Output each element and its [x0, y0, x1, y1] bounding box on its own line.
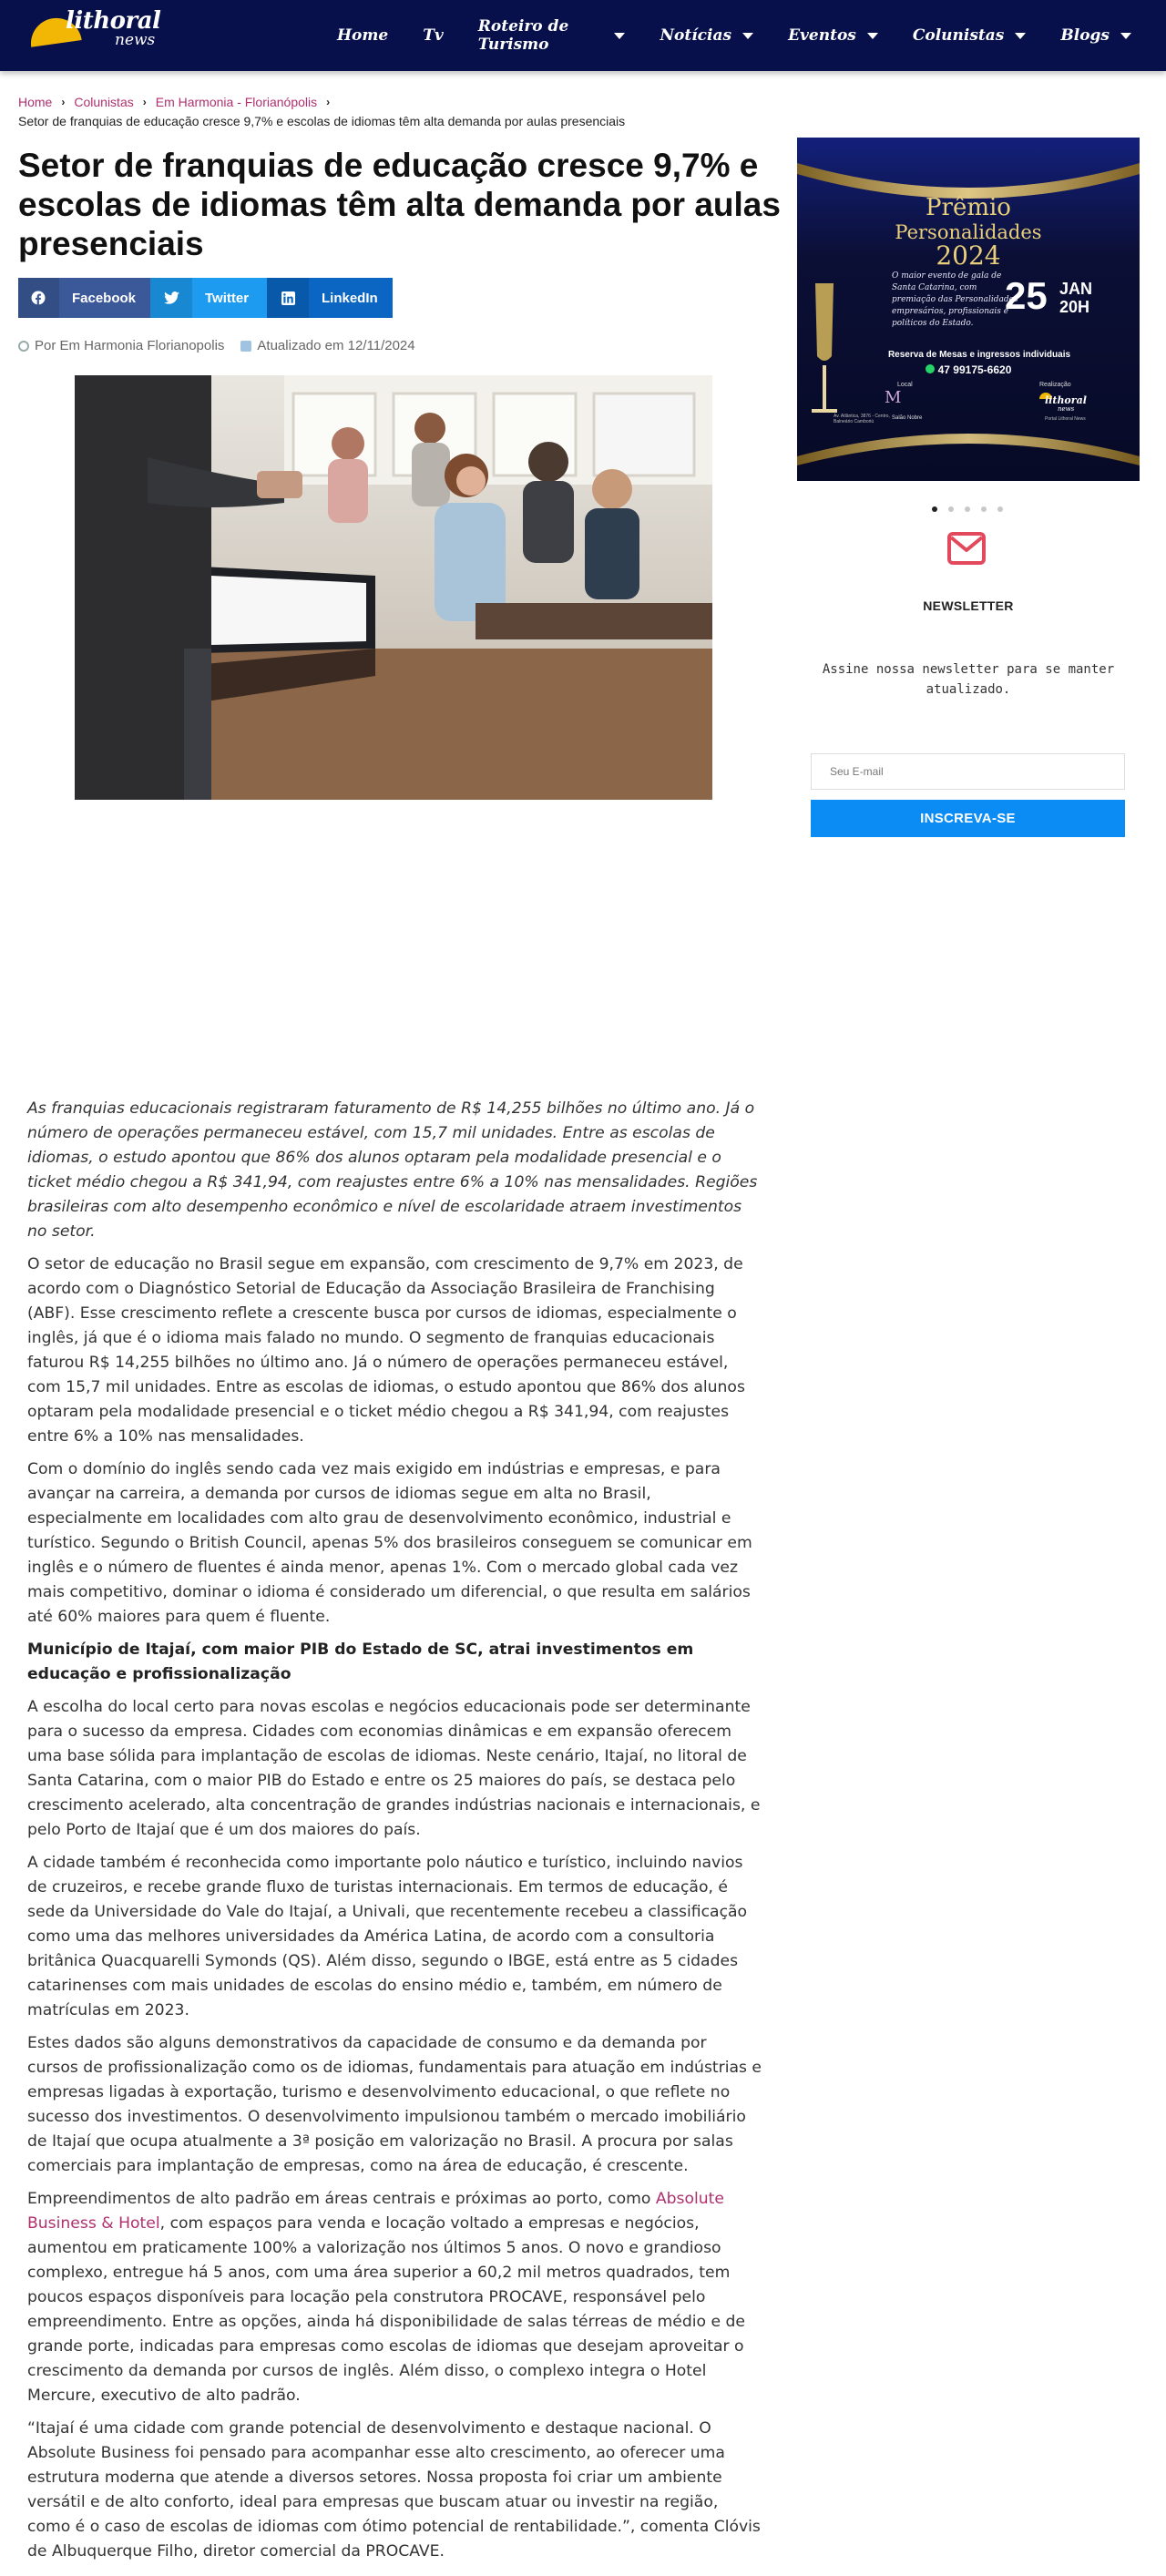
whatsapp-icon [926, 364, 935, 373]
linkedin-icon [267, 278, 309, 318]
promo-venue-logo: M [885, 388, 902, 407]
updated-meta [240, 338, 414, 353]
promo-reserva: Reserva de Mesas e ingressos individuais [887, 350, 1071, 360]
share-facebook-label: Facebook [71, 290, 136, 306]
carousel-dot[interactable] [948, 506, 954, 512]
nav-item-label: Colunistas [912, 26, 1005, 45]
promo-local-label: Local [897, 382, 913, 388]
nav-item-notícias[interactable] [660, 26, 753, 45]
twitter-bird-icon [150, 278, 192, 318]
nav-item-blogs[interactable] [1060, 26, 1131, 45]
newsletter-subscribe-button[interactable]: INSCREVA-SE [811, 800, 1125, 837]
article-paragraph: Estes dados são alguns demonstrativos da capacidade de consumo e da demanda por cursos de profissionalização como os de idiomas, fundamentais para atuação em indústrias e empresas ligadas à exportação, turismo e desenvolvimento educacional, o que reflete no sucesso dos investimentos. O desenvolvimento impulsionou também o mercado imobiliário de Itajaí que ocupa atualmente a 3ª posição em valorização no Brasil. A procura por salas comerciais para implantação de empresas, como na área de educação, é crescente. [27, 2034, 762, 2175]
nav-item-label: Blogs [1060, 26, 1110, 45]
logo-sub: news [115, 31, 156, 49]
promo-brand-tag: Portal Lithoral News [1045, 416, 1086, 422]
article-hero-image [75, 375, 712, 800]
promo-script-text: O maior evento de gala de Santa Catarina, com premiação das Personalidades empresários, profissionais e políticos do Estado. [892, 271, 1018, 328]
promo-banner[interactable] [797, 138, 1140, 481]
promo-title-2: Personalidades [895, 221, 1042, 243]
carousel-dots [932, 506, 1014, 512]
share-twitter-button[interactable] [150, 278, 267, 318]
author-name: Por Em Harmonia Florianopolis [35, 338, 225, 353]
share-facebook-button[interactable] [18, 278, 150, 318]
article-paragraph: A escolha do local certo para novas escolas e negócios educacionais pode ser determinante para o sucesso da empresa. Cidades com economias dinâmicas e em expansão oferecem uma base sólida para implantação de escolas de idiomas. Neste cenário, Itajaí, no litoral de Santa Catarina, com o maior PIB do Estado e entre os 25 maiores do país, se destaca pelo crescimento acelerado, alta concentração de grandes indústrias nacionais e internacionais, e pelo Porto de Itajaí que é um dos maiores do país. [27, 1698, 761, 1839]
chevron-down-icon [1120, 33, 1131, 39]
user-icon [18, 341, 29, 352]
breadcrumb-link[interactable]: Colunistas [74, 95, 134, 109]
chevron-down-icon [867, 33, 878, 39]
article-paragraph [27, 2187, 762, 2408]
article-subheading: Município de Itajaí, com maior PIB do Estado de SC, atrai investimentos em educação e profissionalização [27, 1641, 694, 1683]
article-meta [18, 338, 432, 353]
newsletter-title: NEWSLETTER [923, 598, 1014, 613]
nav-item-label: Notícias [660, 26, 732, 45]
article-body [27, 1097, 762, 2572]
promo-time: 20H [1059, 298, 1090, 316]
article-lead: As franquias educacionais registraram faturamento de R$ 14,255 bilhões no último ano. Já o número de operações permaneceu estável, com 15,7 mil unidades. Entre as escolas de idiomas, o estudo apontou que 86% dos alunos optaram pela modalidade presencial e o ticket médio chegou a R$ 341,94, com reajustes entre 6% a 10% nas mensalidades. Regiões brasileiras com alto desempenho econômico e nível de escolaridade atraem investimentos no setor. [27, 1099, 758, 1241]
carousel-dot[interactable] [965, 506, 970, 512]
carousel-dot[interactable] [997, 506, 1003, 512]
share-linkedin-label: LinkedIn [322, 290, 378, 306]
newsletter-description: Assine nossa newsletter para se manter atualizado. [822, 662, 1115, 697]
nav-item-colunistas[interactable] [913, 26, 1027, 45]
nav-item-label: Tv [423, 26, 444, 45]
nav-item-tv[interactable] [423, 26, 444, 45]
nav-item-home[interactable] [337, 26, 388, 45]
nav-item-roteiro-de-turismo[interactable] [478, 17, 626, 54]
chevron-right-icon: › [326, 96, 331, 108]
chevron-right-icon: › [61, 96, 66, 108]
promo-year: 2024 [936, 240, 1001, 271]
promo-day: 25 [1005, 274, 1048, 317]
promo-realizacao-label: Realização [1039, 382, 1071, 388]
promo-brand-word: lithoral [1045, 394, 1087, 406]
facebook-icon [18, 278, 59, 318]
site-header [0, 0, 1166, 71]
promo-brand-sub: news [1058, 405, 1075, 413]
article-title: Setor de franquias de educação cresce 9,7% e escolas de idiomas têm alta demanda por aulas presenciais [18, 147, 781, 262]
promo-phone-row [797, 363, 1140, 376]
envelope-icon [947, 532, 986, 565]
promo-month: JAN [1059, 280, 1093, 298]
nav-item-label: Roteiro de Turismo [477, 17, 569, 54]
author-meta[interactable] [18, 338, 224, 353]
chevron-right-icon: › [142, 96, 147, 108]
breadcrumb-current: Setor de franquias de educação cresce 9,7% e escolas de idiomas têm alta demanda por aulas presenciais [18, 114, 626, 128]
promo-address: Av. Atlântica, 3876 - Centro, Balneário Camboriú [834, 414, 890, 424]
absolute-business-link[interactable]: Absolute Business & Hotel [27, 2190, 724, 2233]
article-paragraph: O setor de educação no Brasil segue em expansão, com crescimento de 9,7% em 2023, de acordo com o Diagnóstico Setorial de Educação da Associação Brasileira de Franchising (ABF). Esse crescimento reflete a crescente busca por cursos de idiomas, especialmente o inglês, já que é o idioma mais falado no mundo. O segmento de franquias educacionais faturou R$ 14,255 bilhões no último ano. Já o número de operações permaneceu estável, com 15,7 mil unidades. Entre as escolas de idiomas, o estudo apontou que 86% dos alunos optaram pela modalidade presencial e o ticket médio chegou a R$ 341,94, com reajustes entre 6% a 10% nas mensalidades. [27, 1255, 745, 1446]
promo-venue-sub: Salão Nobre [892, 415, 923, 421]
chevron-down-icon [614, 33, 625, 39]
main-nav [337, 0, 1166, 71]
text-segment: , com espaços para venda e locação voltado a empresas e negócios, aumentou em praticamente 100% a valorização nos últimos 5 anos. O novo e grandioso complexo, entregue há 5 anos, com uma área superior a 60,2 mil metros quadrados, tem poucos espaços disponíveis para locação pela construtora PROCAVE, responsável pelo empreendimento. Entre as opções, ainda há disponibilidade de salas térreas de médio e de grande porte, indicadas para empresas como escolas de idiomas que desejam aproveitar o crescimento da demanda por cursos de inglês. Além disso, o complexo integra o Hotel Mercure, executivo de alto padrão. [27, 2214, 746, 2405]
breadcrumb-link[interactable]: Home [18, 95, 53, 109]
nav-item-label: Eventos [788, 26, 856, 45]
chevron-down-icon [742, 33, 753, 39]
text-segment: Empreendimentos de alto padrão em áreas centrais e próximas ao porto, como [27, 2190, 656, 2208]
article-paragraph: Com o domínio do inglês sendo cada vez mais exigido em indústrias e empresas, e para avançar na carreira, a demanda por cursos de idiomas segue em alta no Brasil, especialmente em localidades com alto grau de desenvolvimento econômico, industrial e turístico. Segundo o British Council, apenas 5% dos brasileiros conseguem se comunicar em inglês e o número de fluentes é ainda menor, apenas 1%. Com o mercado global cada vez mais competitivo, dominar o idioma é considerado um diferencial, o que resulta em salários até 60% maiores para quem é fluente. [27, 1460, 752, 1626]
carousel-dot[interactable] [981, 506, 987, 512]
share-buttons [18, 278, 393, 318]
breadcrumb [18, 95, 339, 109]
chevron-down-icon [1015, 33, 1026, 39]
updated-date: Atualizado em 12/11/2024 [257, 338, 415, 353]
promo-phone: 47 99175-6620 [937, 363, 1012, 376]
promo-title-1: Prêmio [926, 194, 1011, 221]
newsletter-email-input[interactable]: Seu E-mail [811, 753, 1125, 790]
nav-item-eventos[interactable] [788, 26, 878, 45]
share-linkedin-button[interactable] [267, 278, 393, 318]
carousel-dot[interactable] [932, 506, 937, 512]
article-paragraph: A cidade também é reconhecida como importante polo náutico e turístico, incluindo navios de cruzeiros, e recebe grande fluxo de turistas internacionais. Em termos de educação, é sede da Universidade do Vale do Itajaí, a Univali, que recentemente recebeu a classificação como uma das melhores universidades da América Latina, de acordo com a consultoria britânica Quacquarelli Symonds (QS). Além disso, segundo o IBGE, está entre as 5 cidades catarinenses com mais unidades de escolas do ensino médio e, também, em número de matrículas em 2023. [27, 1854, 748, 2019]
site-logo[interactable] [27, 5, 182, 60]
breadcrumb-link[interactable]: Em Harmonia - Florianópolis [155, 95, 318, 109]
calendar-icon [240, 341, 251, 352]
article-quote: “Itajaí é uma cidade com grande potencial de desenvolvimento e destaque nacional. O Absolute Business foi pensado para acompanhar esse alto crescimento, ao oferecer uma estrutura moderna que atende a diversos setores. Nossa proposta foi criar um ambiente versátil e de alto conforto, ideal para empresas que buscam atuar ou investir na região, como é o caso de escolas de idiomas com ótimo potencial de rentabilidade.”, comenta Clóvis de Albuquerque Filho, diretor comercial da PROCAVE. [27, 2419, 761, 2561]
logo-word: lithoral [66, 7, 161, 35]
share-twitter-label: Twitter [205, 290, 250, 306]
nav-item-label: Home [337, 26, 389, 45]
